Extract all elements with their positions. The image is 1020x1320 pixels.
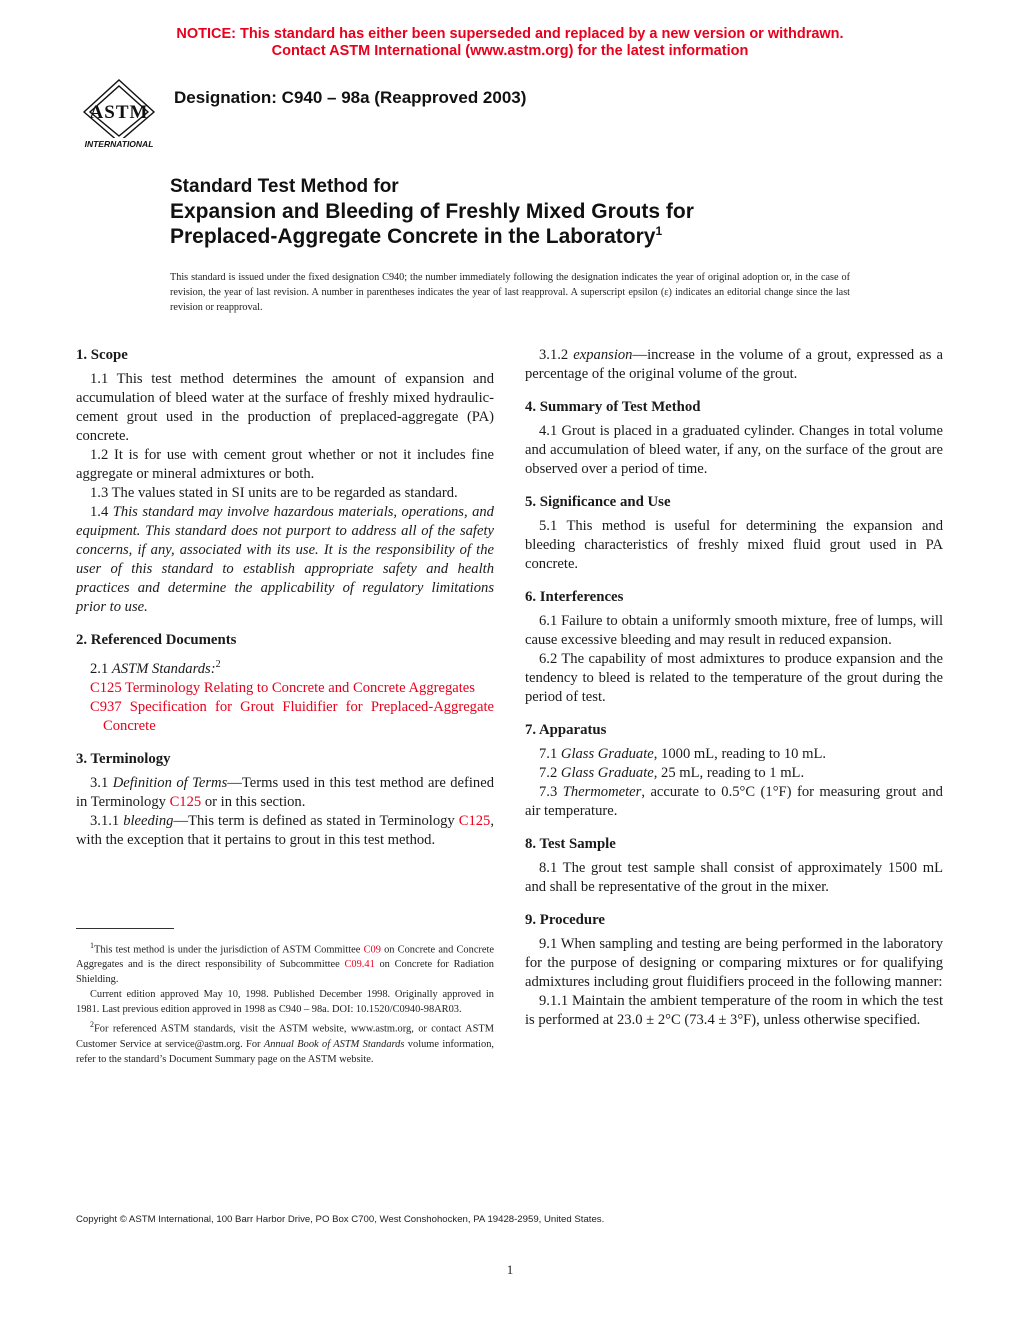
footnote-c0941-link[interactable]: C09.41: [344, 959, 375, 971]
para-5-1: 5.1 This method is useful for determining the expansion and bleeding characteristics of freshly mixed fluid grout used in PA concrete.: [525, 518, 943, 572]
footnote-divider: [76, 928, 174, 929]
para-3-1-2-text: —increase in the volume of a grout, expressed as a percentage of the original volume of the grout.: [525, 347, 943, 382]
title-line-1: Expansion and Bleeding of Freshly Mixed Grouts for: [170, 200, 694, 223]
section-heading-referenced: 2. Referenced Documents: [76, 632, 237, 648]
para-8-1: 8.1 The grout test sample shall consist of approximately 1500 mL and shall be representative of the grout in the mixer.: [525, 860, 943, 895]
para-6-2: 6.2 The capability of most admixtures to produce expansion and the tendency to bleed is related to the temperature of the grout during the period of test.: [525, 651, 943, 705]
para-2-1-sup: 2: [215, 659, 221, 670]
footnote-2: [76, 1017, 494, 1066]
para-9-1-1: 9.1.1 Maintain the ambient temperature of the room in which the test is performed at 23.0 ± 2°C (73.4 ± 3°F), unless otherwise specified.: [525, 993, 943, 1028]
title-line-2-text: Preplaced-Aggregate Concrete in the Laboratory: [170, 225, 656, 248]
para-3-1-2-num: 3.1.2: [539, 347, 569, 363]
footnote-1-text-b: on Concrete and Concrete Aggregates and is the direct responsibility of Subcommittee: [76, 944, 495, 971]
reference-c125: [76, 679, 494, 698]
footnote-1-mark: 1: [90, 941, 94, 950]
title-footnote-mark: 1: [655, 224, 663, 238]
para-1-1: 1.1 This test method determines the amount of expansion and accumulation of bleed water at the surface of freshly mixed hydraulic-cement grout used in the production of preplaced-aggregate (PA) concrete.: [76, 371, 494, 444]
footnote-2-italic: Annual Book of ASTM Standards: [263, 1038, 405, 1050]
ref-c937-title[interactable]: Specification for Grout Fluidifier for Preplaced-Aggregate Concrete: [103, 698, 494, 734]
para-3-1-text: —Terms used in this test method are defined in Terminology: [76, 774, 494, 810]
title-block: [170, 175, 890, 249]
para-7-3-term: Thermometer: [562, 784, 642, 800]
section-heading-significance: 5. Significance and Use: [525, 494, 671, 510]
para-1-3: 1.3 The values stated in SI units are to be regarded as standard.: [90, 485, 458, 501]
para-7-1: [525, 745, 943, 764]
para-3-1-1-tail: , with the exception that it pertains to grout in this test method.: [76, 812, 495, 848]
para-3-1-2: [525, 346, 943, 384]
ref-c125-title[interactable]: Terminology Relating to Concrete and Concrete Aggregates: [125, 679, 475, 696]
section-heading-procedure: 9. Procedure: [525, 912, 605, 928]
para-2-1: [76, 655, 494, 679]
section-heading-summary: 4. Summary of Test Method: [525, 399, 701, 415]
page-number: 1: [506, 1262, 514, 1277]
para-3-1-tail: or in this section.: [201, 793, 306, 810]
para-4-1: 4.1 Grout is placed in a graduated cylinder. Changes in total volume and accumulation of bleed water, if any, on the surface of the grout are observed over a period of time.: [525, 423, 943, 477]
footnote-1: [76, 938, 494, 987]
reference-c937: [76, 698, 494, 736]
title-line-2: [170, 224, 890, 249]
para-7-2: [525, 764, 943, 783]
title-prefix: Standard Test Method for: [170, 176, 399, 197]
footnote-c09-link[interactable]: C09: [363, 944, 381, 956]
para-1-2: 1.2 It is for use with cement grout whether or not it includes fine aggregate or mineral admixtures or both.: [76, 447, 494, 482]
footnote-1-text-a: This test method is under the jurisdiction of ASTM Committee: [94, 944, 361, 956]
para-7-1-num: 7.1: [539, 746, 558, 762]
supersede-notice: [0, 26, 1020, 60]
para-3-1-c125-link[interactable]: C125: [169, 793, 202, 810]
para-3-1-2-term: expansion: [573, 347, 633, 363]
issue-note: This standard is issued under the fixed designation C940; the number immediately following the designation indicates the year of original adoption or, in the case of revision, the year of last revision. A number in parentheses indicates the year of last reapproval. A superscript epsilon (ε) indicates an editorial change since the last revision or reapproval.: [170, 272, 850, 313]
footnote-2-text-a: For referenced ASTM standards, visit the ASTM website, www.astm.org, or contact ASTM Customer Service at service@astm.org. For: [76, 1023, 494, 1050]
para-7-2-text: , 25 mL, reading to 1 mL.: [653, 765, 805, 781]
para-7-1-text: , 1000 mL, reading to 10 mL.: [653, 746, 827, 762]
para-7-2-num: 7.2: [539, 765, 558, 781]
para-9-1: 9.1 When sampling and testing are being performed in the laboratory for the purpose of designing or comparing mixtures or for qualifying admixtures including grout fluidifiers proceed in the following manner:: [525, 936, 943, 990]
para-7-1-term: Glass Graduate: [560, 746, 654, 762]
para-3-1: [76, 774, 494, 812]
para-3-1-term: Definition of Terms: [112, 774, 228, 791]
footnote-1-edition: Current edition approved May 10, 1998. Published December 1998. Originally approved in 1981. Last previous edition approved in 1998 as C940 – 98a. DOI: 10.1520/C0940-98AR03.: [76, 989, 494, 1016]
footnote-2-text-b: volume information, refer to the standard’s Document Summary page on the ASTM website.: [76, 1038, 495, 1065]
para-3-1-1-num: 3.1.1: [90, 812, 120, 829]
para-7-3-num: 7.3: [539, 784, 558, 800]
right-column: [525, 346, 943, 1030]
para-2-1-num: 2.1: [90, 660, 109, 677]
section-heading-apparatus: 7. Apparatus: [525, 722, 607, 738]
para-3-1-1-c125-link[interactable]: C125: [458, 812, 491, 829]
para-2-1-text: ASTM Standards:: [111, 660, 216, 677]
ref-c937-link[interactable]: C937: [90, 698, 122, 715]
logo-subtext: INTERNATIONAL: [84, 139, 154, 149]
footnote-2-mark: 2: [90, 1020, 94, 1030]
logo-wordmark: ASTM: [89, 102, 149, 123]
para-1-4-text: This standard may involve hazardous materials, operations, and equipment. This standard does not purport to address all of the safety concerns, if any, associated with its use. It is the responsibility of the user of this standard to establish appropriate safety and health practices and determine the applicability of regulatory limitations prior to use.: [76, 504, 494, 615]
para-7-2-term: Glass Graduate: [560, 765, 654, 781]
ref-c125-link[interactable]: C125: [90, 679, 122, 696]
para-7-3: [525, 783, 943, 821]
section-heading-interferences: 6. Interferences: [525, 589, 624, 605]
astm-logo-icon: [76, 76, 162, 152]
left-column: [76, 346, 494, 850]
para-3-1-1-term: bleeding: [123, 812, 174, 829]
notice-line-1: NOTICE: This standard has either been superseded and replaced by a new version or withdrawn.: [176, 26, 844, 42]
copyright-line: Copyright © ASTM International, 100 Barr Harbor Drive, PO Box C700, West Conshohocken, PA 19428-2959, United States.: [76, 1214, 605, 1225]
footnote-1-text-c: on Concrete for Radiation Shielding.: [76, 959, 494, 986]
designation: Designation: C940 – 98a (Reapproved 2003): [174, 88, 527, 107]
para-3-1-1: [76, 812, 494, 850]
para-1-4-num: 1.4: [90, 504, 109, 520]
section-heading-scope: 1. Scope: [76, 347, 128, 363]
para-3-1-num: 3.1: [90, 774, 109, 791]
para-1-4: [76, 503, 494, 617]
para-3-1-1-text: —This term is defined as stated in Terminology: [173, 812, 455, 829]
notice-line-2: Contact ASTM International (www.astm.org) for the latest information: [271, 43, 749, 59]
para-7-3-text: , accurate to 0.5°C (1°F) for measuring grout and air temperature.: [525, 784, 943, 819]
section-heading-terminology: 3. Terminology: [76, 750, 171, 767]
footnotes: [76, 938, 494, 1067]
section-heading-sample: 8. Test Sample: [525, 836, 616, 852]
para-6-1: 6.1 Failure to obtain a uniformly smooth mixture, free of lumps, will cause excessive bleeding and may result in reduced expansion.: [525, 613, 943, 648]
